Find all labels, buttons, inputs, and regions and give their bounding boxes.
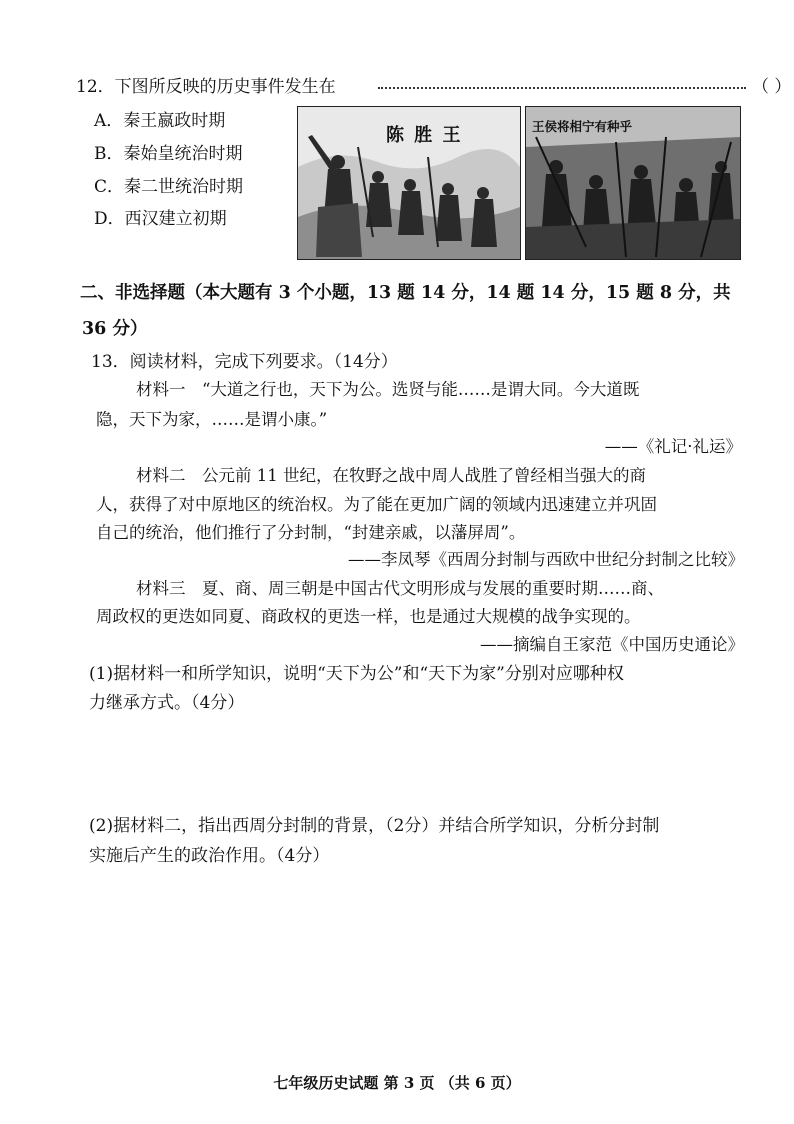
material-1-text-cont: 隐，天下为家，……是谓小康。” xyxy=(96,410,328,429)
section-heading-cont: 36 分） xyxy=(82,319,148,339)
answer-parentheses: （ ） xyxy=(752,77,792,97)
material-2-source: ——李凤琴《西周分封制与西欧中世纪分封制之比较》 xyxy=(348,550,744,569)
question-12-stem: 12．下图所反映的历史事件发生在 xyxy=(76,77,336,97)
option-a[interactable]: A．秦王嬴政时期 xyxy=(94,111,226,131)
material-2-text: 材料二 公元前 11 世纪，在牧野之战中周人战胜了曾经相当强大的商 xyxy=(136,466,646,485)
material-3-text: 材料三 夏、商、周三朝是中国古代文明形成与发展的重要时期……商、 xyxy=(136,579,664,598)
material-2-text-cont1: 人，获得了对中原地区的统治权。为了能在更加广阔的领域内迅速建立并巩固 xyxy=(96,495,657,514)
section-heading: 二、非选择题（本大题有 3 个小题，13 题 14 分，14 题 14 分，15 题 8 分，共 xyxy=(80,283,731,303)
caption-chen-sheng-wang: 陈 胜 王 xyxy=(386,125,463,146)
sub-question-2-cont: 实施后产生的政治作用。（4分） xyxy=(89,846,330,866)
material-1-text: 材料一 “大道之行也，天下为公。选贤与能……是谓大同。今大道既 xyxy=(136,380,640,399)
material-2-text-cont2: 自己的统治，他们推行了分封制，“封建亲戚，以藩屏周”。 xyxy=(96,523,526,542)
material-1-source: ——《礼记·礼运》 xyxy=(604,437,742,456)
caption-slogan: 王侯将相宁有种乎 xyxy=(532,119,633,134)
material-3-source: ——摘编自王家范《中国历史通论》 xyxy=(480,635,744,654)
option-c[interactable]: C．秦二世统治时期 xyxy=(94,177,244,197)
sub-question-1-cont: 力继承方式。（4分） xyxy=(89,693,245,713)
page-footer: 七年级历史试题 第 3 页 （共 6 页） xyxy=(273,1074,521,1092)
leader-dots xyxy=(378,87,746,89)
illustration-uprising xyxy=(525,106,741,260)
sub-question-2: (2)据材料二，指出西周分封制的背景，（2分）并结合所学知识，分析分封制 xyxy=(89,816,660,836)
option-d[interactable]: D．西汉建立初期 xyxy=(94,209,227,229)
sub-question-1: (1)据材料一和所学知识，说明“天下为公”和“天下为家”分别对应哪种权 xyxy=(89,664,624,684)
material-3-text-cont: 周政权的更迭如同夏、商政权的更迭一样，也是通过大规模的战争实现的。 xyxy=(96,607,641,626)
option-b[interactable]: B．秦始皇统治时期 xyxy=(94,144,243,164)
question-12 xyxy=(76,76,792,98)
illustration-chen-sheng-wang xyxy=(297,106,521,260)
question-13-stem: 13．阅读材料，完成下列要求。（14分） xyxy=(91,352,398,372)
